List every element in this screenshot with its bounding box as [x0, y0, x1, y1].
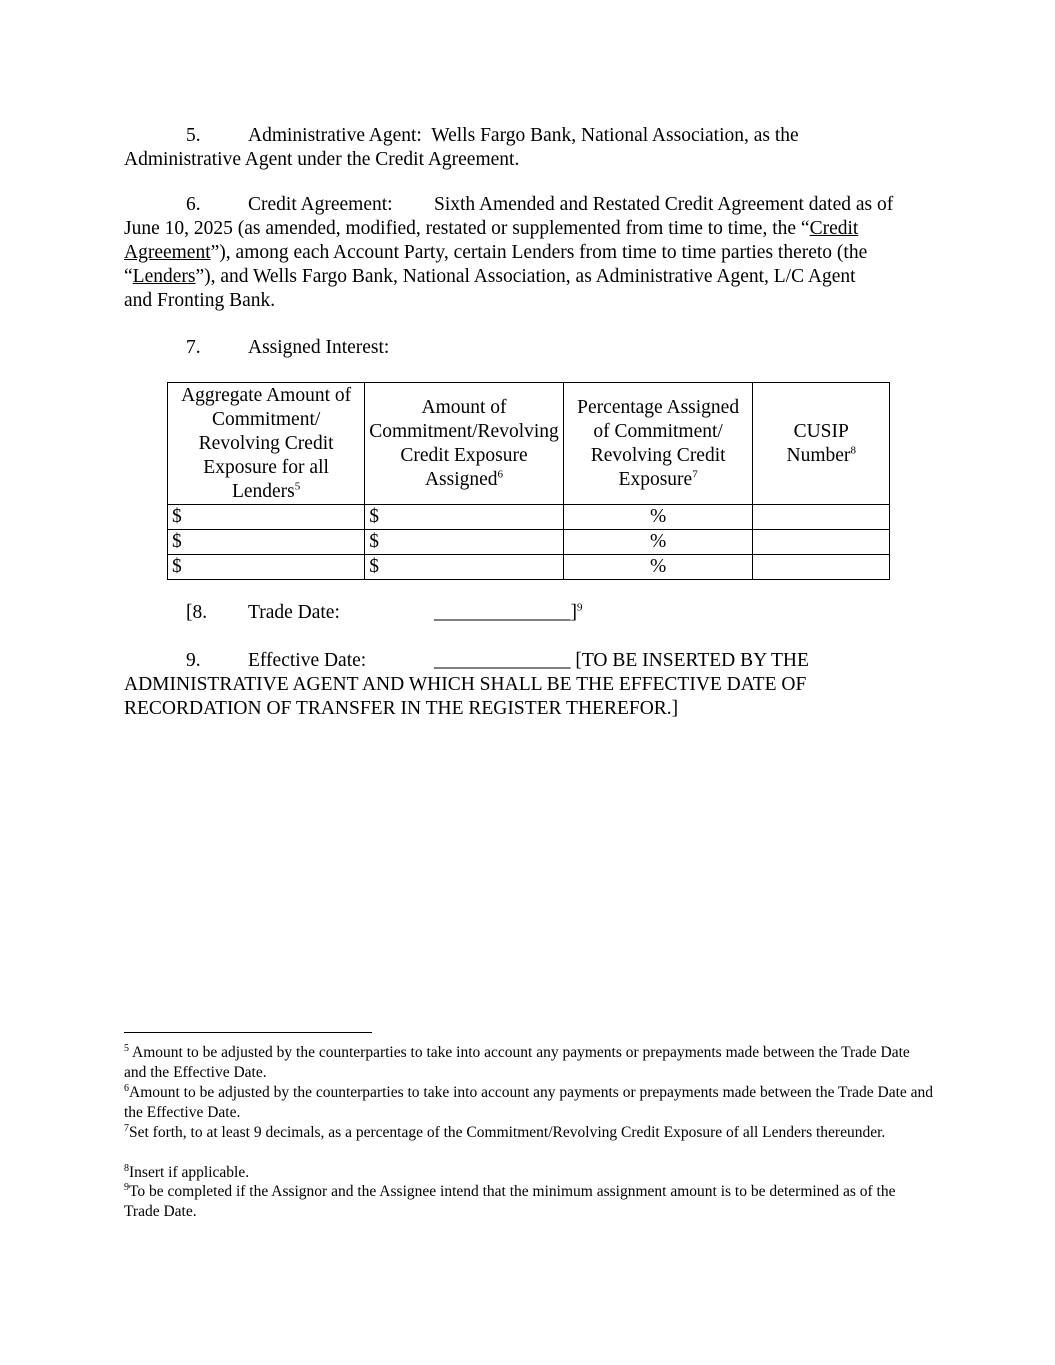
item-9-line2: ADMINISTRATIVE AGENT AND WHICH SHALL BE THE EFFECTIVE DATE OF — [124, 674, 807, 695]
cell-cusip — [753, 505, 890, 530]
item-7-number: 7. — [186, 337, 201, 358]
table-row — [168, 530, 890, 555]
item-6-line2: June 10, 2025 (as amended, modified, restated or supplemented from time to time, the “ — [124, 218, 810, 239]
header-cusip-number: CUSIP Number$^8$ — [753, 383, 890, 505]
effective-date-blank: ______________ — [434, 650, 571, 671]
footnote-5: $^5$ Amount to be adjusted by the counterparties to take into account any payments or prepayments made between the Trade Date and the Effective Date. — [124, 1042, 910, 1081]
header-percentage-assigned: Percentage Assigned of Commitment/ Revolving Credit Exposure$^7$ — [563, 383, 753, 505]
cell-assigned: $ — [365, 530, 564, 555]
item-8-footnote-ref: 9 — [577, 601, 583, 614]
table-row — [168, 555, 890, 580]
cell-percentage: % — [563, 505, 753, 530]
item-9-label: Effective Date: — [248, 650, 367, 671]
item-7-label: Assigned Interest: — [248, 337, 390, 358]
item-6-line5: and Fronting Bank. — [124, 290, 276, 311]
item-6-line4: ”), and Wells Fargo Bank, National Association, as Administrative Agent, L/C Agent — [195, 266, 856, 287]
item-5-text-line2: Administrative Agent under the Credit Agreement. — [124, 149, 520, 170]
lenders-defined-term: Lenders — [132, 266, 196, 287]
footnote-9: $^9$To be completed if the Assignor and the Assignee intend that the minimum assignment amount is to be determined as of the Trade Date. — [124, 1181, 896, 1220]
cell-aggregate: $ — [168, 555, 365, 580]
footnote-6: $^6$Amount to be adjusted by the counterparties to take into account any payments or prepayments made between the Trade Date and the Effective Date. — [124, 1082, 934, 1121]
cell-percentage: % — [563, 555, 753, 580]
item-9-line1: [TO BE INSERTED BY THE — [575, 650, 809, 671]
item-5-administrative-agent — [124, 124, 934, 172]
credit-agreement-defined-term: Credit — [809, 218, 859, 239]
cell-assigned: $ — [365, 505, 564, 530]
header-aggregate-amount: Aggregate Amount of Commitment/ Revolving Credit Exposure for all Lenders$^5$ — [168, 383, 365, 505]
footnote-7: $^7$Set forth, to at least 9 decimals, as a percentage of the Commitment/Revolving Credit Exposure of all Lenders thereunder. — [124, 1122, 886, 1141]
item-8-trade-date — [124, 601, 934, 625]
item-9-line3: RECORDATION OF TRANSFER IN THE REGISTER THEREFOR.] — [124, 698, 679, 719]
header-amount-assigned: Amount of Commitment/Revolving Credit Exposure Assigned$^6$ — [365, 383, 564, 505]
item-6-line1: Sixth Amended and Restated Credit Agreement dated as of — [434, 194, 894, 215]
footnote-separator — [124, 1032, 372, 1033]
item-9-effective-date — [124, 649, 934, 721]
item-6-credit-agreement — [124, 193, 934, 313]
cell-aggregate: $ — [168, 505, 365, 530]
footnote-8: $^8$Insert if applicable. — [124, 1162, 250, 1181]
table-row — [168, 505, 890, 530]
cell-cusip — [753, 555, 890, 580]
trade-date-blank: ______________ — [434, 602, 571, 623]
cell-cusip — [753, 530, 890, 555]
cell-percentage: % — [563, 530, 753, 555]
item-6-number: 6. — [186, 194, 201, 215]
cell-aggregate: $ — [168, 530, 365, 555]
item-6-line3: ”), among each Account Party, certain Lenders from time to time parties thereto (the — [210, 242, 868, 263]
item-8-label: Trade Date: — [248, 602, 340, 623]
item-5-number: 5. — [186, 125, 201, 146]
credit-agreement-defined-term-cont: Agreement — [124, 242, 211, 263]
item-8-close-bracket: ] — [570, 602, 577, 623]
item-9-number: 9. — [186, 650, 201, 671]
item-6-label: Credit Agreement: — [248, 194, 393, 215]
table-header-row — [168, 383, 890, 505]
item-5-label: Administrative Agent: — [248, 125, 422, 146]
item-8-number: [8. — [186, 602, 208, 623]
assigned-interest-table — [167, 382, 890, 580]
item-6-line4-quote: “ — [124, 266, 133, 287]
item-5-text-line1: Wells Fargo Bank, National Association, as the — [431, 125, 799, 146]
item-7-assigned-interest — [124, 336, 934, 360]
cell-assigned: $ — [365, 555, 564, 580]
